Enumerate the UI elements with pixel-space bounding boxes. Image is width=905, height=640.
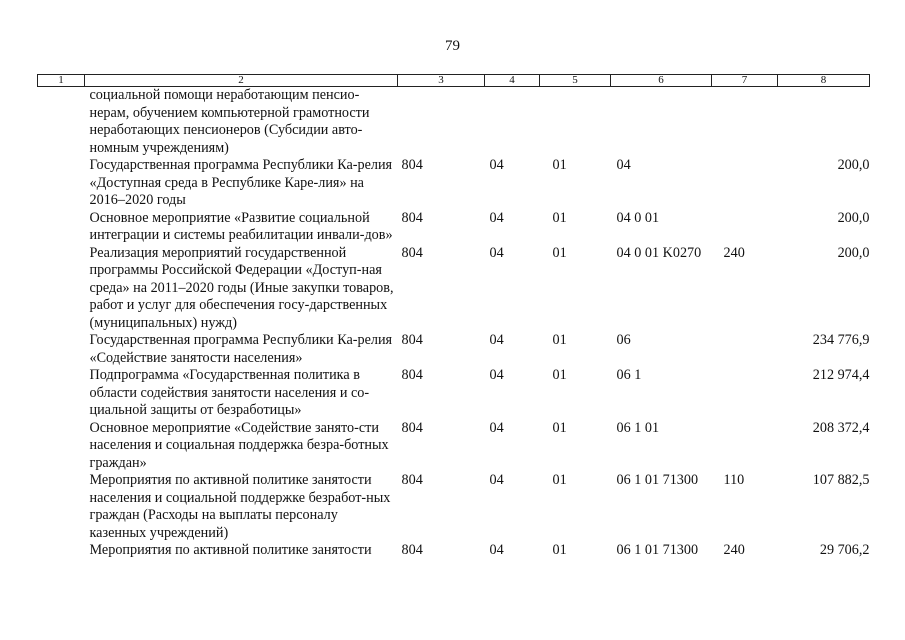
cell-col1	[38, 420, 85, 473]
target-article-code	[611, 87, 712, 158]
ministry-code: 804	[401, 244, 423, 261]
item-name: Государственная программа Республики Ка-релия «Доступная среда в Республике Каре-лия» на 2016–2020 годы	[89, 157, 393, 208]
target-article-code: 06 1	[616, 367, 642, 383]
table-row	[38, 157, 870, 210]
subsection-code: 01	[552, 244, 567, 261]
expense-type-code	[712, 332, 778, 367]
amount: 200,0	[837, 209, 870, 226]
column-header-3: 3	[398, 75, 485, 87]
cell-col1	[38, 245, 85, 333]
target-article-code: 04 0 01 K0270	[616, 244, 702, 261]
item-name: Мероприятия по активной политике занятости населения и социальной поддержке безработ-ных граждан (Расходы на выплаты персоналу казенных учреждений)	[89, 472, 391, 541]
cell-col1	[38, 542, 85, 560]
amount: 208 372,4	[812, 419, 870, 436]
expense-type-code	[712, 420, 778, 473]
table-row	[38, 420, 870, 473]
table-row	[38, 245, 870, 333]
column-header-2: 2	[85, 75, 398, 87]
column-header-1: 1	[38, 75, 85, 87]
page-number: 79	[445, 38, 460, 54]
expense-type-code: 240	[723, 542, 745, 558]
section-code: 04	[489, 157, 504, 173]
expense-type-code	[712, 367, 778, 420]
target-article-code: 04 0 01	[616, 209, 660, 226]
item-name: Реализация мероприятий государственной программы Российской Федерации «Доступ-ная среда» на 2011–2020 годы (Иные закупки товаров, работ и услуг для обеспечения госу-дарственных (муниципальных) нужд)	[89, 244, 394, 331]
table-row	[38, 472, 870, 542]
column-header-5: 5	[540, 75, 611, 87]
ministry-code: 804	[401, 542, 423, 558]
section-code: 04	[489, 419, 504, 436]
table-row	[38, 367, 870, 420]
section-code: 04	[489, 332, 504, 348]
table-row	[38, 210, 870, 245]
table-row	[38, 87, 870, 158]
table-row	[38, 542, 870, 560]
item-name: социальной помощи неработающим пенсио-нерам, обучением компьютерной грамотности неработающих пенсионеров (Субсидии авто-номным учреждениям)	[89, 87, 370, 156]
section-code: 04	[489, 472, 504, 488]
cell-col1	[38, 367, 85, 420]
subsection-code	[540, 87, 611, 158]
ministry-code: 804	[401, 332, 423, 348]
subsection-code: 01	[552, 332, 567, 348]
amount: 200,0	[837, 157, 870, 173]
column-header-4: 4	[485, 75, 540, 87]
expense-type-code: 110	[723, 472, 745, 488]
amount: 234 776,9	[812, 332, 870, 348]
target-article-code: 06 1 01 71300	[616, 472, 699, 488]
cell-col1	[38, 472, 85, 542]
section-code: 04	[489, 367, 504, 383]
ministry-code: 804	[401, 157, 423, 173]
item-name: Государственная программа Республики Ка-релия «Содействие занятости населения»	[89, 332, 393, 366]
subsection-code: 01	[552, 209, 567, 226]
amount: 29 706,2	[819, 542, 870, 558]
column-header-8: 8	[778, 75, 870, 87]
subsection-code: 01	[552, 419, 567, 436]
section-code: 04	[489, 209, 504, 226]
ministry-code: 804	[401, 419, 423, 436]
item-name: Основное мероприятие «Содействие занято-сти населения и социальная поддержка безра-ботных граждан»	[89, 419, 389, 471]
target-article-code: 06 1 01 71300	[616, 542, 699, 558]
cell-col1	[38, 332, 85, 367]
subsection-code: 01	[552, 367, 567, 383]
amount: 212 974,4	[812, 367, 870, 383]
column-header-6: 6	[611, 75, 712, 87]
subsection-code: 01	[552, 157, 567, 173]
expense-type-code	[712, 157, 778, 210]
item-name: Мероприятия по активной политике занятости	[89, 542, 372, 558]
ministry-code: 804	[401, 367, 423, 383]
subsection-code: 01	[552, 472, 567, 488]
target-article-code: 04	[616, 157, 631, 173]
cell-col1	[38, 210, 85, 245]
section-code	[485, 87, 540, 158]
column-header-7: 7	[712, 75, 778, 87]
expense-type-code	[712, 210, 778, 245]
target-article-code: 06	[616, 332, 631, 348]
subsection-code: 01	[552, 542, 567, 558]
section-code: 04	[489, 244, 504, 261]
ministry-code: 804	[401, 209, 423, 226]
ministry-code: 804	[401, 472, 423, 488]
cell-col1	[38, 87, 85, 158]
section-code: 04	[489, 542, 504, 558]
budget-table	[37, 74, 870, 560]
amount	[778, 87, 870, 158]
target-article-code: 06 1 01	[616, 419, 660, 436]
column-number-header	[38, 75, 870, 87]
item-name: Подпрограмма «Государственная политика в области содействия занятости населения и со-циальной защиты от безработицы»	[89, 367, 370, 418]
expense-type-code	[712, 87, 778, 158]
table-row	[38, 332, 870, 367]
cell-col1	[38, 157, 85, 210]
amount: 200,0	[837, 244, 870, 261]
item-name: Основное мероприятие «Развитие социальной интеграции и системы реабилитации инвали-дов»	[89, 209, 393, 243]
expense-type-code: 240	[723, 244, 745, 261]
ministry-code	[398, 87, 485, 158]
amount: 107 882,5	[812, 472, 870, 488]
